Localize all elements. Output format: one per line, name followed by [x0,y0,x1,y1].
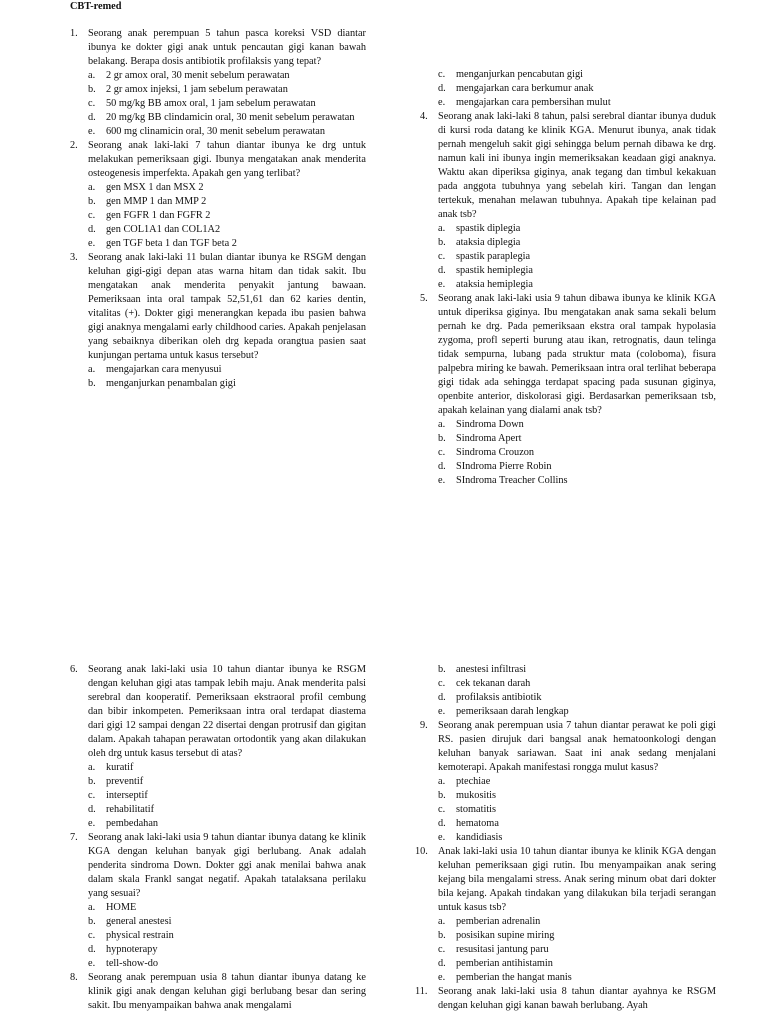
option-letter: b. [88,916,96,927]
option-text: hypnoterapy [106,944,158,955]
answer-option [70,901,366,915]
answer-option [70,181,366,195]
question-item [70,139,366,181]
right-column [415,663,716,1013]
option-list [420,663,716,719]
answer-option [420,663,716,677]
answer-option [70,377,366,391]
option-letter: a. [438,223,446,234]
question-text: Seorang anak laki-laki usia 9 tahun diantar ibunya datang ke klinik KGA dengan keluhan banyak gigi berlubang. Anak adalah penderita sindroma Down. Dokter ggi anak menilai bahwa anak dalam skala Frankl sangat negatif. Apakah tatalaksana perilaku yang sesuai? [88,832,366,899]
question-number: 3. [70,252,78,263]
question-text: Seorang anak perempuan usia 8 tahun diantar ibunya datang ke klinik gigi anak dengan keluhan gigi berlubang besar dan sering sakit. Ibu menyampaikan bahwa anak mengalami [88,972,366,1011]
answer-option [420,264,716,278]
question-item [420,110,716,222]
left-column [70,0,366,391]
option-letter: a. [438,916,446,927]
option-letter: c. [88,930,96,941]
option-list [70,363,366,391]
question-list [415,663,716,1013]
option-letter: e. [438,475,446,486]
answer-option [70,209,366,223]
option-letter: c. [88,210,96,221]
question-number: 10. [415,846,428,857]
option-text: 2 gr amox oral, 30 menit sebelum perawatan [106,70,290,81]
option-letter: e. [438,832,446,843]
option-letter: b. [438,237,446,248]
option-letter: b. [88,196,96,207]
option-letter: a. [88,762,96,773]
option-letter: c. [438,69,446,80]
option-text: gen COL1A1 dan COL1A2 [106,224,221,235]
option-letter: e. [438,97,446,108]
question-list [420,68,716,488]
option-letter: d. [438,818,446,829]
option-text: 50 mg/kg BB amox oral, 1 jam sebelum perawatan [106,98,316,109]
answer-option [420,971,716,985]
option-list [70,181,366,251]
question-number: 2. [70,140,78,151]
option-letter: a. [438,776,446,787]
option-letter: e. [88,126,96,137]
question-item [70,251,366,363]
answer-option [420,691,716,705]
question-text: Seorang anak laki-laki usia 9 tahun dibawa ibunya ke klinik KGA untuk diperiksa giginya. Ibu mengatakan anak sama sekali belum pernah ke drg. Pada pemeriksaan ekstra oral tampak hypolasia zygoma, profl seperti burung atau ikan, retrognatis, daun telinga tidak sempurna, lubang pada struktur mata (coloboma), fisura palpebra miring ke bawah. Pemeriksaan intra oral terlihat beberapa gigi tidak ada sehingga terdapat spacing pada susunan giginya, openbite anterior, diskolorasi gigi. Berdasarkan pemeriksaan tsb, apakah kelainan yang dialami anak tsb? [438,293,716,416]
option-letter: d. [438,461,446,472]
answer-option [70,915,366,929]
question-number: 8. [70,972,78,983]
option-letter: b. [438,664,446,675]
answer-option [420,432,716,446]
option-text: stomatitis [456,804,497,815]
question-number: 9. [420,720,428,731]
option-text: cek tekanan darah [456,678,531,689]
question-item [415,845,716,915]
question-list [70,663,366,1013]
option-text: gen FGFR 1 dan FGFR 2 [106,210,211,221]
option-text: general anestesi [106,916,172,927]
option-text: spastik paraplegia [456,251,531,262]
question-item [70,27,366,69]
answer-option [420,957,716,971]
option-letter: b. [88,84,96,95]
option-text: gen MMP 1 dan MMP 2 [106,196,207,207]
document-page-2 [0,640,768,1024]
answer-option [70,97,366,111]
answer-option [70,69,366,83]
option-text: ptechiae [456,776,491,787]
option-text: menganjurkan pencabutan gigi [456,69,583,80]
option-list [420,775,716,845]
question-item [70,663,366,761]
answer-option [70,83,366,97]
option-text: SIndroma Treacher Collins [456,475,568,486]
question-number: 4. [420,111,428,122]
answer-option [420,222,716,236]
option-text: ataksia hemiplegia [456,279,533,290]
question-text: Seorang anak perempuan usia 7 tahun diantar perawat ke poli gigi RS. pasien dirujuk dari bangsal anak hematoonkologi dengan keluhan banyak sariawan. Saat ini anak sedang menjalani kemoterapi. Apakah manifestasi rongga mulut kasus? [438,720,716,773]
option-text: pemberian the hangat manis [456,972,572,983]
option-letter: a. [88,182,96,193]
answer-option [420,278,716,292]
option-text: gen TGF beta 1 dan TGF beta 2 [106,238,237,249]
question-text: Anak laki-laki usia 10 tahun diantar ibunya ke klinik KGA dengan keluhan pemeriksaan gigi rutin. Ibu menyampaikan anak sering kejang bila mengalami stress. Anak sering minum obat dari dokter bila kejang. Apakah tindakan yang dilakukan bila terjadi serangan untuk kasus tsb? [438,846,716,913]
question-text: Seorang anak laki-laki usia 10 tahun diantar ibunya ke RSGM dengan keluhan gigi atas tampak lebih maju. Anak menderita palsi serebral dan kooperatif. Pemeriksaan ekstraoral profil cembung dan bibir inkompeten. Pemeriksaan intra oral terdapat diastema dari gigi 12 sampai dengan 22 disertai dengan protrusif dan gigitan dalam. Apakah tahapan perawatan ortodontik yang akan dilakukan oleh drg untuk kasus tersebut di atas? [88,664,366,759]
answer-option [70,125,366,139]
answer-option [70,111,366,125]
option-text: mukositis [456,790,497,801]
option-text: mengajarkan cara pembersihan mulut [456,97,611,108]
question-number: 5. [420,293,428,304]
answer-option [420,943,716,957]
option-letter: e. [438,972,446,983]
question-number: 7. [70,832,78,843]
option-text: spastik hemiplegia [456,265,533,276]
answer-option [70,775,366,789]
option-text: interseptif [106,790,148,801]
answer-option [420,236,716,250]
option-letter: e. [438,706,446,717]
answer-option [420,677,716,691]
answer-option [420,460,716,474]
option-letter: d. [438,692,446,703]
option-letter: e. [88,238,96,249]
option-letter: e. [88,818,96,829]
option-letter: c. [438,251,446,262]
option-list [420,68,716,110]
option-letter: d. [88,224,96,235]
option-text: Sindroma Down [456,419,524,430]
answer-option [420,474,716,488]
option-letter: d. [438,958,446,969]
question-number: 11. [415,986,428,997]
option-text: mengajarkan cara menyusui [106,364,222,375]
option-text: gen MSX 1 dan MSX 2 [106,182,204,193]
option-text: pemeriksaan darah lengkap [456,706,569,717]
option-text: Sindroma Apert [456,433,522,444]
answer-option [70,363,366,377]
answer-option [70,195,366,209]
option-letter: b. [88,378,96,389]
option-letter: c. [438,447,446,458]
option-list [420,418,716,488]
question-number: 1. [70,28,78,39]
answer-option [70,761,366,775]
option-list [70,901,366,971]
document-title: CBT-remed [70,1,122,12]
answer-option [420,775,716,789]
question-text: Seorang anak perempuan 5 tahun pasca koreksi VSD diantar ibunya ke dokter gigi anak untuk pencautan gigi kanan bawah belakang. Berapa dosis antibiotik profilaksis yang tepat? [88,28,366,67]
answer-option [420,705,716,719]
question-item [415,985,716,1013]
option-text: hematoma [456,818,499,829]
answer-option [420,831,716,845]
option-text: ataksia diplegia [456,237,521,248]
answer-option [420,68,716,82]
option-text: tell-show-do [106,958,159,969]
option-letter: d. [438,265,446,276]
option-letter: c. [88,790,96,801]
answer-option [420,803,716,817]
answer-option [420,929,716,943]
option-letter: c. [438,944,446,955]
option-letter: e. [88,958,96,969]
option-letter: d. [88,112,96,123]
option-text: 20 mg/kg BB clindamicin oral, 30 menit sebelum perawatan [106,112,355,123]
option-list [420,222,716,292]
answer-option [420,250,716,264]
option-text: resusitasi jantung paru [456,944,549,955]
option-letter: a. [88,902,96,913]
answer-option [70,789,366,803]
question-item [420,719,716,775]
answer-option [70,929,366,943]
answer-option [420,817,716,831]
option-text: 2 gr amox injeksi, 1 jam sebelum perawatan [106,84,288,95]
option-text: pembedahan [106,818,159,829]
option-list [70,761,366,831]
option-text: 600 mg clinamicin oral, 30 menit sebelum perawatan [106,126,326,137]
question-item [70,831,366,901]
answer-option [420,82,716,96]
option-text: kandidiasis [456,832,503,843]
option-letter: a. [88,70,96,81]
option-letter: c. [88,98,96,109]
question-text: Seorang anak laki-laki 7 tahun diantar ibunya ke drg untuk melakukan pemeriksaan gigi. Ibunya mengatakan anak menderita osteogenesis imperfekta. Apakah gen yang terlibat? [88,140,366,179]
option-text: physical restrain [106,930,174,941]
question-item [70,971,366,1013]
answer-option [70,943,366,957]
option-text: SIndroma Pierre Robin [456,461,552,472]
option-text: anestesi infiltrasi [456,664,527,675]
option-text: profilaksis antibiotik [456,692,542,703]
option-text: spastik diplegia [456,223,521,234]
option-letter: d. [438,83,446,94]
option-text: kuratif [106,762,134,773]
option-letter: c. [438,678,446,689]
option-text: menganjurkan penambalan gigi [106,378,236,389]
answer-option [420,446,716,460]
option-text: preventif [106,776,144,787]
option-letter: d. [88,944,96,955]
question-item [420,292,716,418]
option-letter: c. [438,804,446,815]
answer-option [420,418,716,432]
option-text: mengajarkan cara berkumur anak [456,83,594,94]
answer-option [70,803,366,817]
answer-option [70,817,366,831]
question-text: Seorang anak laki-laki usia 8 tahun diantar ayahnya ke RSGM dengan keluhan gigi kanan bawah berlubang. Ayah [438,986,716,1011]
left-column [70,663,366,1013]
question-text: Seorang anak laki-laki 11 bulan diantar ibunya ke RSGM dengan keluhan gigi-gigi depan atas warna hitam dan tidak sakit. Ibu mengatakan anak menderita penyakit jantung bawaan. Pemeriksaan inta oral tampak 52,51,61 dan 62 karies dentin, vitalitas (+). Dokter gigi menerangkan kepada ibu pasien bahwa gigi anaknya mengalami early childhood caries. Apakah penjelasan yang sebaiknya diberikan oleh drg kepada orangtua pasien saat kunjungan pertama untuk kasus tersebut? [88,252,366,361]
option-letter: a. [438,419,446,430]
option-letter: d. [88,804,96,815]
option-letter: a. [88,364,96,375]
answer-option [70,223,366,237]
question-text: Seorang anak laki-laki 8 tahun, palsi serebral diantar ibunya duduk di kursi roda datang ke klinik KGA. Menurut ibunya, anak tidak pernah mengeluh sakit gigi sehingga belum pernah dibawa ke drg. namun kali ini ibunya ingin memeriksakan keadaan gigi anaknya. Waktu akan diperiksa giginya, anak tegang dan timbul kekakuan pada anggota tubuhnya yang sebelah kiri. Tangan dan lengan tertekuk, menahan melawan tubuhnya. Apakah tipe kelainan pad anak tsb? [438,111,716,220]
option-text: Sindroma Crouzon [456,447,535,458]
option-letter: b. [438,930,446,941]
option-text: pemberian antihistamin [456,958,553,969]
question-list [70,27,366,391]
option-letter: b. [438,790,446,801]
right-column [420,68,716,488]
option-text: HOME [106,902,137,913]
option-list [420,915,716,985]
option-text: posisikan supine miring [456,930,555,941]
option-letter: e. [438,279,446,290]
option-text: rehabilitatif [106,804,155,815]
option-letter: b. [438,433,446,444]
answer-option [420,96,716,110]
option-list [70,69,366,139]
question-number: 6. [70,664,78,675]
answer-option [420,915,716,929]
answer-option [70,237,366,251]
option-letter: b. [88,776,96,787]
answer-option [70,957,366,971]
option-text: pemberian adrenalin [456,916,541,927]
answer-option [420,789,716,803]
